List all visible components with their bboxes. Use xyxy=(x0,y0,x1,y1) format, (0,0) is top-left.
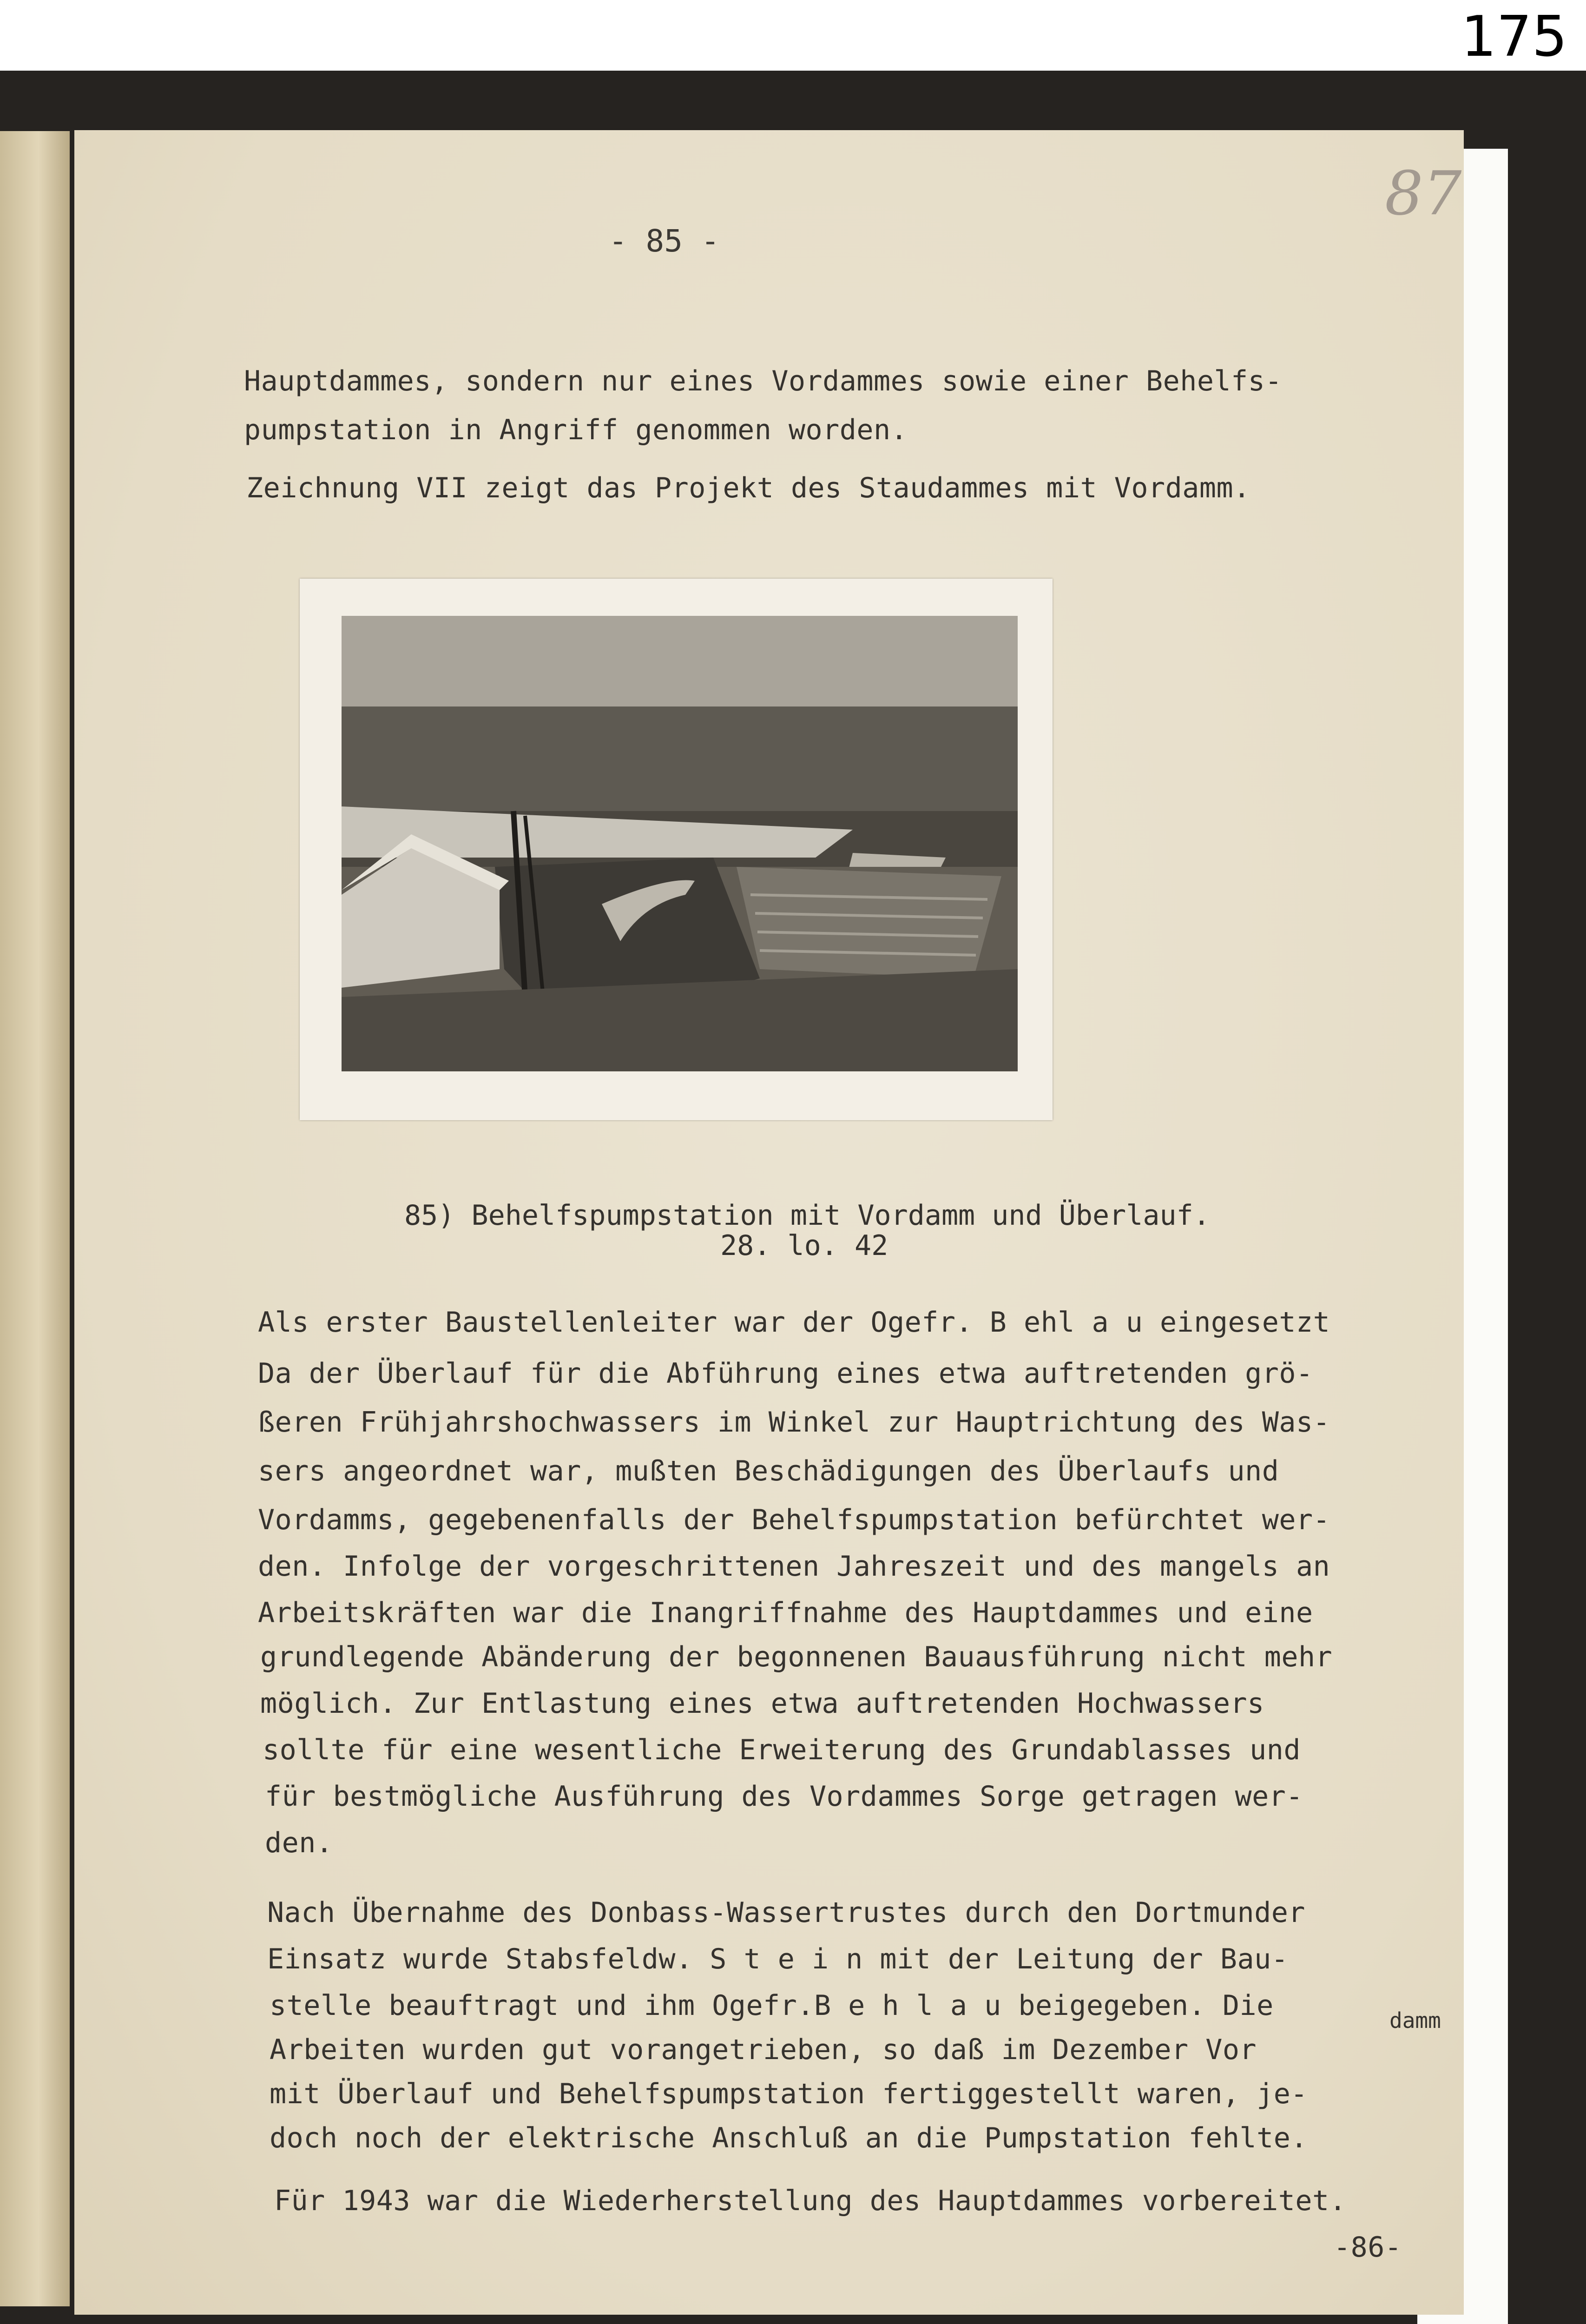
paragraph-4-line-7: grundlegende Abänderung der begonnenen Bauausführung nicht mehr xyxy=(260,1641,1333,1673)
paragraph-1-line-1: Hauptdammes, sondern nur eines Vordammes sowie einer Behelfs- xyxy=(244,365,1283,397)
construction-site-photo xyxy=(342,616,1018,1071)
photo-graphic xyxy=(342,616,1018,1071)
photo-caption-line-2: 28. lo. 42 xyxy=(720,1229,888,1262)
paragraph-4-line-5: den. Infolge der vorgeschrittenen Jahreszeit und des mangels an xyxy=(258,1550,1330,1583)
handwritten-page-number: 87 xyxy=(1385,158,1462,229)
paragraph-4-line-1: Da der Überlauf für die Abführung eines etwa auftretenden grö- xyxy=(258,1357,1313,1390)
paragraph-3: Als erster Baustellenleiter war der Ogefr. B ehl a u eingesetzt xyxy=(258,1306,1330,1339)
paragraph-4-line-9: sollte für eine wesentliche Erweiterung des Grundablasses und xyxy=(263,1734,1301,1766)
next-page-marker: -86- xyxy=(1334,2231,1402,2264)
paragraph-5-line-4: Arbeiten wurden gut vorangetrieben, so daß im Dezember Vor xyxy=(270,2034,1257,2066)
left-page-edge xyxy=(0,131,70,2306)
page-header: - 85 - xyxy=(609,223,720,259)
photo-mount xyxy=(300,579,1053,1120)
photo-sky xyxy=(342,616,1018,709)
paragraph-1-line-2: pumpstation in Angriff genommen worden. xyxy=(244,414,908,446)
handwritten-correction: damm xyxy=(1389,2008,1441,2033)
paragraph-5-line-1: Nach Übernahme des Donbass-Wassertrustes durch den Dortmunder xyxy=(267,1896,1306,1929)
paragraph-4-line-10: für bestmögliche Ausführung des Vordammes Sorge getragen wer- xyxy=(265,1780,1303,1813)
paragraph-5-line-3: stelle beauftragt und ihm Ogefr.B e h l a u beigegeben. Die xyxy=(270,1989,1274,2022)
photo-caption-line-1: 85) Behelfspumpstation mit Vordamm und Überlauf. xyxy=(404,1199,1210,1232)
paragraph-4-line-4: Vordamms, gegebenenfalls der Behelfspumpstation befürchtet wer- xyxy=(258,1504,1330,1536)
photo-far-field xyxy=(342,706,1018,813)
paragraph-4-line-11: den. xyxy=(265,1827,333,1859)
paragraph-4-line-6: Arbeitskräften war die Inangriffnahme des Hauptdammes und eine xyxy=(258,1597,1313,1629)
paragraph-4-line-2: ßeren Frühjahrshochwassers im Winkel zur Hauptrichtung des Was- xyxy=(258,1406,1330,1439)
document-page xyxy=(74,130,1464,2315)
paragraph-5-line-6: doch noch der elektrische Anschluß an die Pumpstation fehlte. xyxy=(270,2122,1308,2154)
paragraph-5-line-2: Einsatz wurde Stabsfeldw. S t e i n mit der Leitung der Bau- xyxy=(267,1943,1289,1975)
photo-spillway xyxy=(737,867,1001,978)
paragraph-6: Für 1943 war die Wiederherstellung des Hauptdammes vorbereitet. xyxy=(274,2185,1347,2217)
scan-number: 175 xyxy=(1461,5,1567,69)
paragraph-2: Zeichnung VII zeigt das Projekt des Staudammes mit Vordamm. xyxy=(246,472,1250,504)
paragraph-4-line-8: möglich. Zur Entlastung eines etwa auftretenden Hochwassers xyxy=(260,1687,1264,1720)
paragraph-5-line-5: mit Überlauf und Behelfspumpstation fertiggestellt waren, je- xyxy=(270,2078,1308,2110)
paragraph-4-line-3: sers angeordnet war, mußten Beschädigungen des Überlaufs und xyxy=(258,1455,1279,1487)
